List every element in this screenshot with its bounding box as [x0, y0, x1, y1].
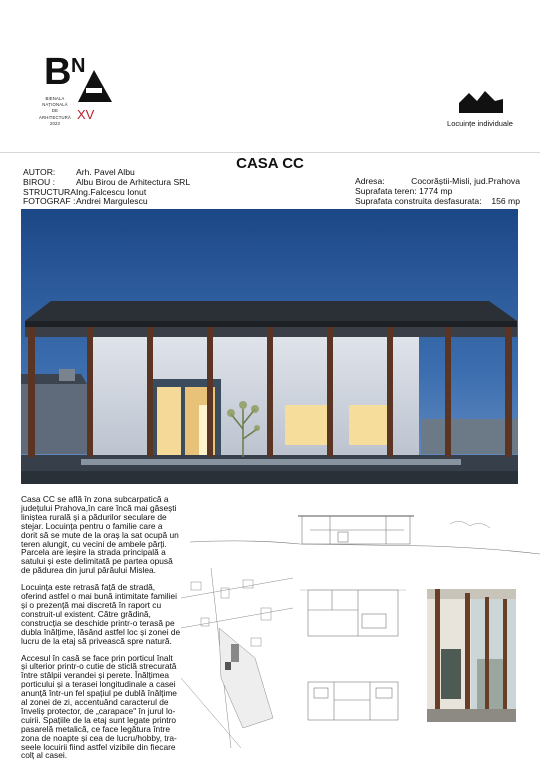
house-photo	[21, 209, 518, 484]
upper-floor-plan	[298, 676, 408, 728]
site-info	[355, 177, 520, 206]
site-value: Cocorăștii-Misli, jud.Prahova	[411, 176, 520, 186]
page-title: CASA CC	[236, 155, 304, 172]
site-key: Suprafata teren: 1774 mp	[355, 185, 453, 196]
credit-key: AUTOR:	[23, 167, 56, 177]
terrace-photo	[427, 589, 516, 722]
credit-key: BIROU :	[23, 176, 55, 187]
logo-line: BIENALA	[45, 96, 65, 101]
logo-line: ARHITECTURĂ	[39, 114, 71, 120]
paragraph: Accesul în casă se face prin porticul înalt și ulterior printr-o cutie de sticlă strecurată între stâlpii verandei și perete. Înălțimea porticului și a terasei longitudinale a casei anunță într-un fel spațiul pe dublă înălțime al zonei de zi, accentuând caracterul de înveliș protector, de „carapace" în jurul lo-cuirii. Spațiile de la etaj sunt legate printro pasarelă metalică, ce face legătura între zona de noapte și cea de lucru/hobby, tra-seele locuirii fiind astfel vizibile din fiecare colț al casei.	[21, 652, 177, 761]
description-text	[21, 495, 181, 768]
section-drawing	[190, 494, 540, 564]
site-key: Suprafata construita desfasurata:	[355, 195, 482, 206]
house-roofs-icon	[457, 87, 505, 115]
paragraph: Casa CC se află în zona subcarpatică a județului Prahova,în care încă mai găsești liniștea rurală și a pădurilor seculare de stejar. Locuința pentru o familie care a dorit să se mute de la oraș la sat ocupă un teren alungit, cu vecini de ambele părți. Parcela are ieșire la strada principală a satului și este delimitată pe partea opusă de pădurea din jurul pârâului Mislea.	[21, 494, 179, 576]
paragraph: Locuința este retrasă față de stradă, oferind astfel o mai bună intimitate familiei și o prezență mai discretă în raport cu construit-ul existent. Către grădină, construcția se deschide printr-o terasă pe dubla înălțime, lăsând astfel loc și zonei de lucru de la etaj să privească spre natură.	[21, 582, 181, 646]
credit-value: Albu Birou de Arhitectura SRL	[76, 176, 191, 187]
credit-value: Ing.Falcescu Ionut	[76, 186, 147, 197]
credit-key: FOTOGRAF :	[23, 196, 76, 207]
credits-block	[23, 168, 190, 207]
logo-caption	[33, 96, 77, 127]
logo-letter-n: N	[71, 55, 86, 77]
site-row	[355, 197, 520, 207]
site-plan	[181, 568, 293, 748]
logo-line: DE	[51, 108, 59, 114]
credit-value: Arh. Pavel Albu	[76, 167, 135, 177]
category-label: Locuințe individuale	[447, 119, 513, 128]
header-divider	[0, 152, 540, 153]
logo-line: NAȚIONALĂ	[42, 102, 68, 108]
logo-line: 2023	[49, 120, 61, 126]
credit-key: STRUCTURA:	[23, 186, 79, 197]
credit-value: Andrei Margulescu	[76, 196, 148, 207]
site-value: 156 mp	[491, 195, 520, 206]
logo-letter-b: B	[44, 51, 72, 93]
site-key: Adresa:	[355, 176, 385, 186]
logo-edition: XV	[77, 107, 95, 122]
credit-row	[23, 197, 190, 207]
ground-floor-plan	[298, 584, 408, 644]
